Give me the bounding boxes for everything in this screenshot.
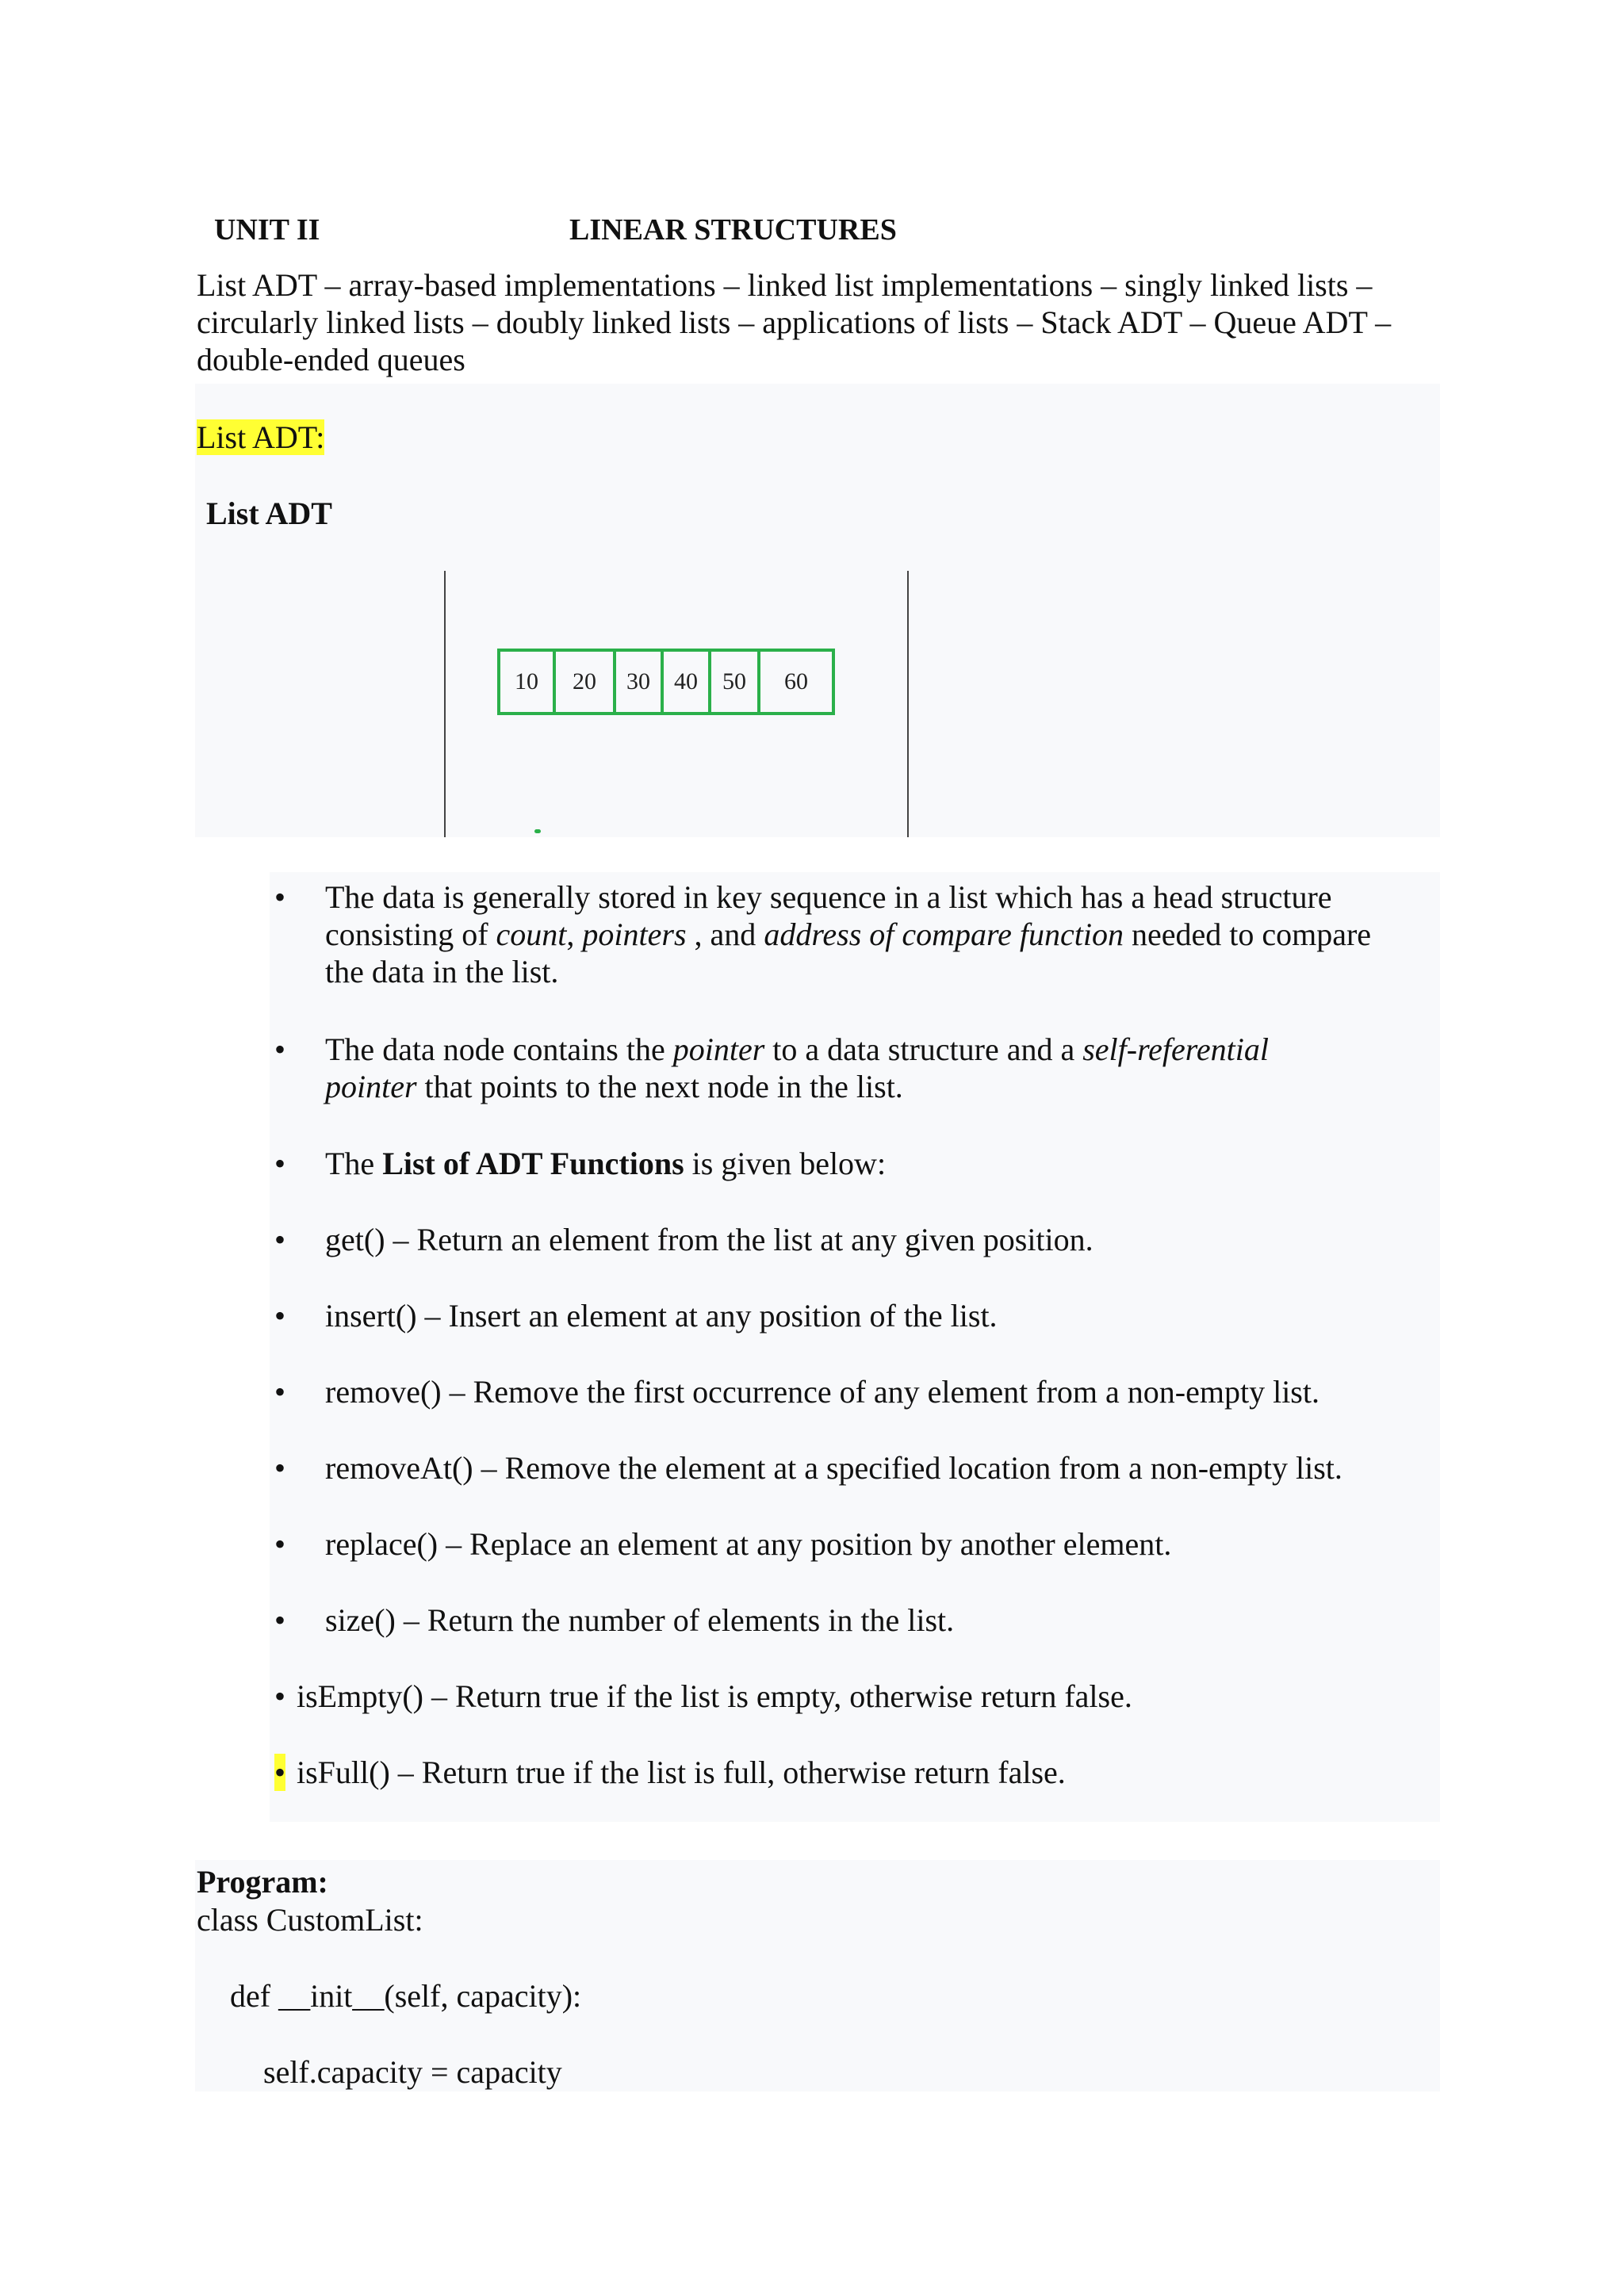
bullet-text: get() – Return an element from the list at any given position. <box>325 1222 1094 1257</box>
bullet-text: remove() – Remove the first occurrence of any element from a non-empty list. <box>325 1374 1320 1410</box>
bullet-text: The data node contains the pointer to a data structure and a self-referential pointer that points to the next node in the list. <box>325 1031 1269 1104</box>
bullet-dot: • <box>274 1678 286 1714</box>
list-adt-section-background <box>195 384 1440 837</box>
array-diagram <box>497 649 835 715</box>
bullet-dot: • <box>274 1450 286 1486</box>
bullet-dot: • <box>274 1298 286 1334</box>
highlighted-text: List ADT: <box>197 419 325 455</box>
bullet-text: isEmpty() – Return true if the list is empty, otherwise return false. <box>297 1678 1132 1714</box>
program-label: Program: <box>197 1864 328 1900</box>
unit-label: UNIT II <box>214 213 320 247</box>
array-cell: 10 <box>500 652 556 712</box>
bullet-text: isFull() – Return true if the list is full, otherwise return false. <box>297 1755 1066 1790</box>
array-cell: 20 <box>556 652 616 712</box>
syllabus-line: double-ended queues <box>197 342 465 377</box>
bullet-text: insert() – Insert an element at any position of the list. <box>325 1298 998 1334</box>
code-line: self.capacity = capacity <box>263 2054 562 2090</box>
syllabus-line: List ADT – array-based implementations – linked list implementations – singly linked lists – <box>197 267 1373 303</box>
array-cell: 50 <box>711 652 760 712</box>
unit-title: LINEAR STRUCTURES <box>569 213 897 247</box>
bullet-text: The List of ADT Functions is given below: <box>325 1146 887 1181</box>
figure-border-left <box>444 571 446 837</box>
bullet-dot: • <box>274 1374 286 1410</box>
bullet-dot: • <box>274 1526 286 1562</box>
array-cell: 60 <box>784 668 808 695</box>
syllabus-line: circularly linked lists – doubly linked lists – applications of lists – Stack ADT – Queue ADT – <box>197 304 1392 340</box>
code-line: def __init__(self, capacity): <box>230 1978 582 2014</box>
figure-mark <box>534 829 541 833</box>
array-cell: 30 <box>616 652 664 712</box>
array-cell: 40 <box>664 652 711 712</box>
bullet-text: replace() – Replace an element at any position by another element. <box>325 1526 1172 1562</box>
bullet-dot: • <box>274 1146 286 1181</box>
bullet-text: removeAt() – Remove the element at a specified location from a non-empty list. <box>325 1450 1342 1486</box>
bullet-dot: • <box>274 1031 286 1067</box>
bullet-dot: • <box>274 1222 286 1257</box>
bullet-text: size() – Return the number of elements in the list. <box>325 1602 955 1638</box>
code-line: class CustomList: <box>197 1902 423 1938</box>
list-adt-highlight-label <box>197 419 324 456</box>
bullet-text: The data is generally stored in key sequence in a list which has a head structure consisting of count, pointers , and address of compare function needed to compare the data in the list. <box>325 879 1372 989</box>
bullet-dot-highlighted: • <box>274 1755 286 1790</box>
list-adt-heading: List ADT <box>206 496 332 531</box>
bullet-dot: • <box>274 879 286 915</box>
syllabus-paragraph <box>197 266 1450 378</box>
figure-border-right <box>907 571 909 837</box>
bullet-dot: • <box>274 1602 286 1638</box>
